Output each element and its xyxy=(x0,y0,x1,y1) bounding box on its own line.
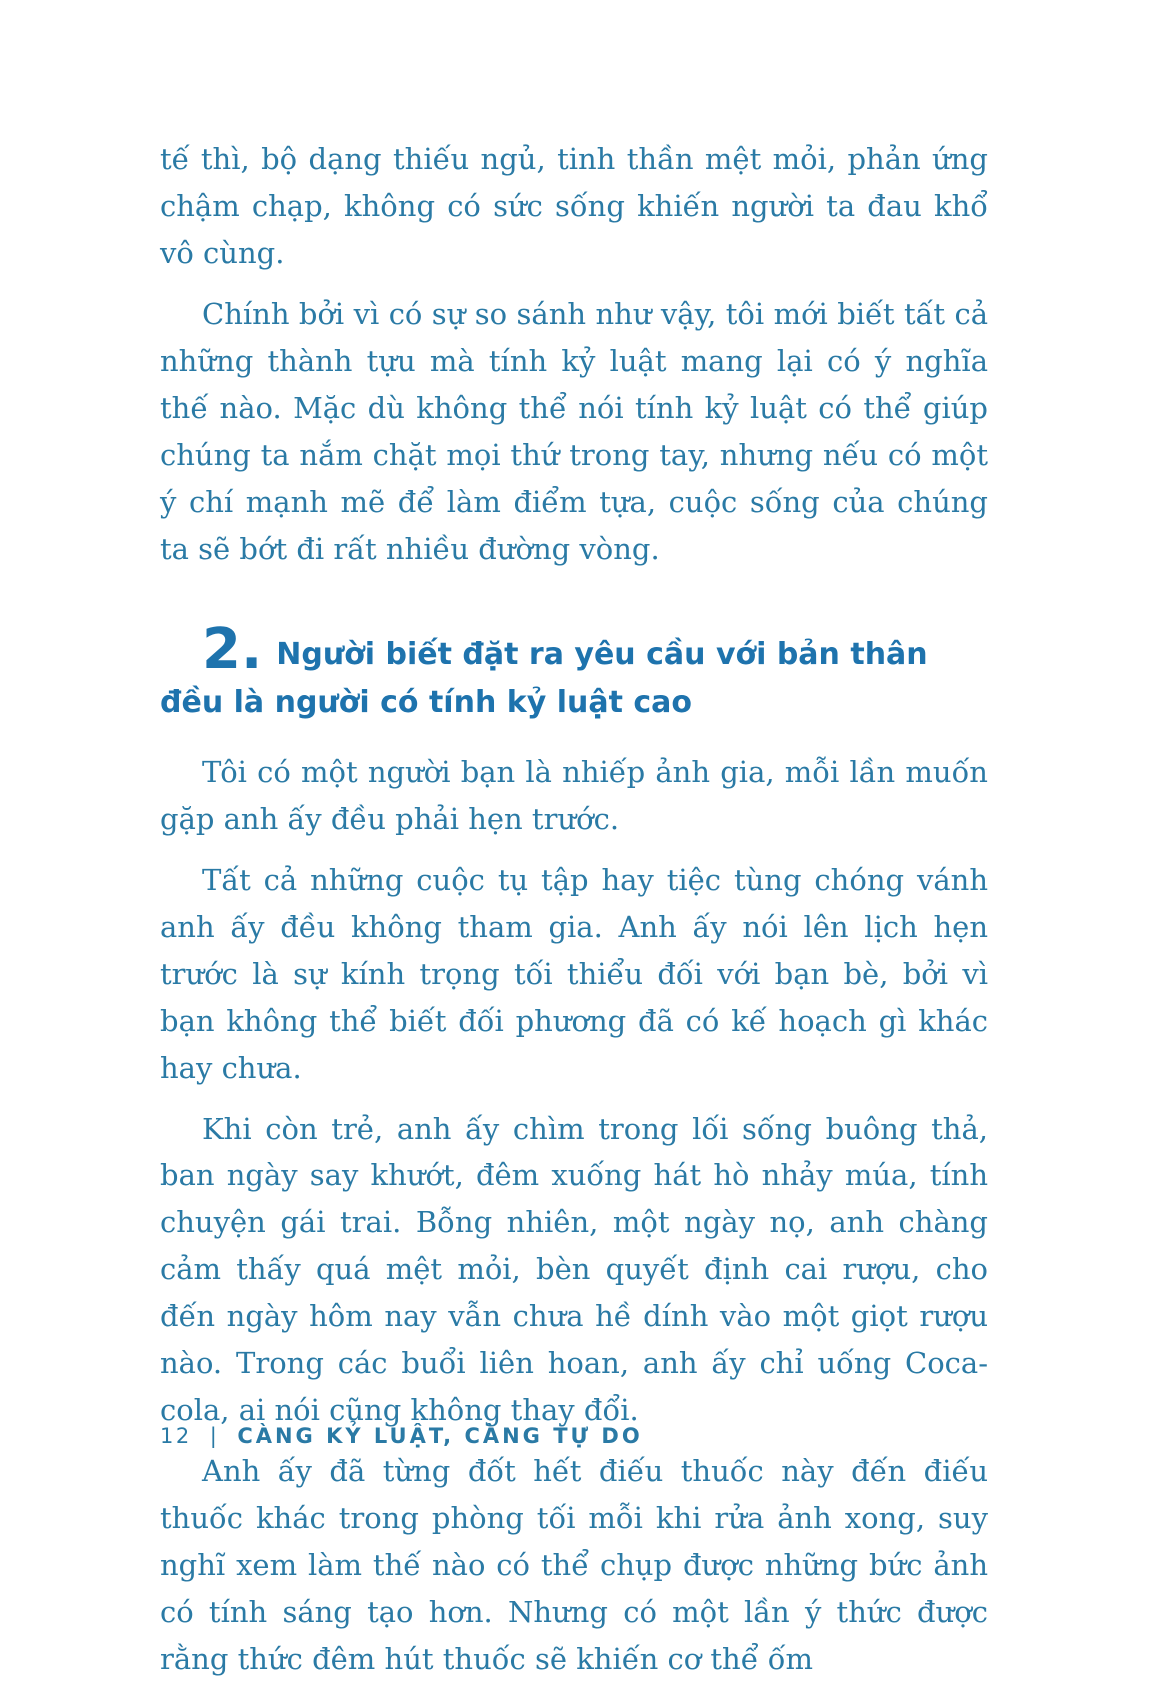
section-heading xyxy=(160,616,988,727)
body-paragraph: Anh ấy đã từng đốt hết điếu thuốc này đến điếu thuốc khác trong phòng tối mỗi khi rửa ảnh xong, suy nghĩ xem làm thế nào có thể chụp được những bức ảnh có tính sáng tạo hơn. Nhưng có một lần ý thức được rằng thức đêm hút thuốc sẽ khiến cơ thể ốm xyxy=(160,1454,988,1677)
section-number: 2. xyxy=(202,616,263,682)
footer-separator: | xyxy=(209,1424,220,1448)
body-paragraph: tế thì, bộ dạng thiếu ngủ, tinh thần mệt mỏi, phản ứng chậm chạp, không có sức sống khiến người ta đau khổ vô cùng. xyxy=(160,142,988,270)
page-footer xyxy=(160,1424,643,1448)
body-paragraph: Tôi có một người bạn là nhiếp ảnh gia, mỗi lần muốn gặp anh ấy đều phải hẹn trước. xyxy=(160,754,988,836)
page-number: 12 xyxy=(160,1424,192,1448)
section-heading-text: Người biết đặt ra yêu cầu với bản thân đều là người có tính kỷ luật cao xyxy=(160,636,928,720)
body-paragraph: Tất cả những cuộc tụ tập hay tiệc tùng chóng vánh anh ấy đều không tham gia. Anh ấy nói lên lịch hẹn trước là sự kính trọng tối thiểu đối với bạn bè, bởi vì bạn không thể biết đối phương đã có kế hoạch gì khác hay chưa. xyxy=(160,862,988,1085)
book-title: CÀNG KỶ LUẬT, CÀNG TỰ DO xyxy=(237,1424,643,1448)
body-paragraph: Chính bởi vì có sự so sánh như vậy, tôi mới biết tất cả những thành tựu mà tính kỷ luật mang lại có ý nghĩa thế nào. Mặc dù không thể nói tính kỷ luật có thể giúp chúng ta nắm chặt mọi thứ trong tay, nhưng nếu có một ý chí mạnh mẽ để làm điểm tựa, cuộc sống của chúng ta sẽ bớt đi rất nhiều đường vòng. xyxy=(160,296,988,566)
body-paragraph: Khi còn trẻ, anh ấy chìm trong lối sống buông thả, ban ngày say khướt, đêm xuống hát hò nhảy múa, tính chuyện gái trai. Bỗng nhiên, một ngày nọ, anh chàng cảm thấy quá mệt mỏi, bèn quyết định cai rượu, cho đến ngày hôm nay vẫn chưa hề dính vào một giọt rượu nào. Trong các buổi liên hoan, anh ấy chỉ uống Coca-cola, ai nói cũng không thay đổi. xyxy=(160,1111,988,1428)
page-content xyxy=(160,136,988,1697)
